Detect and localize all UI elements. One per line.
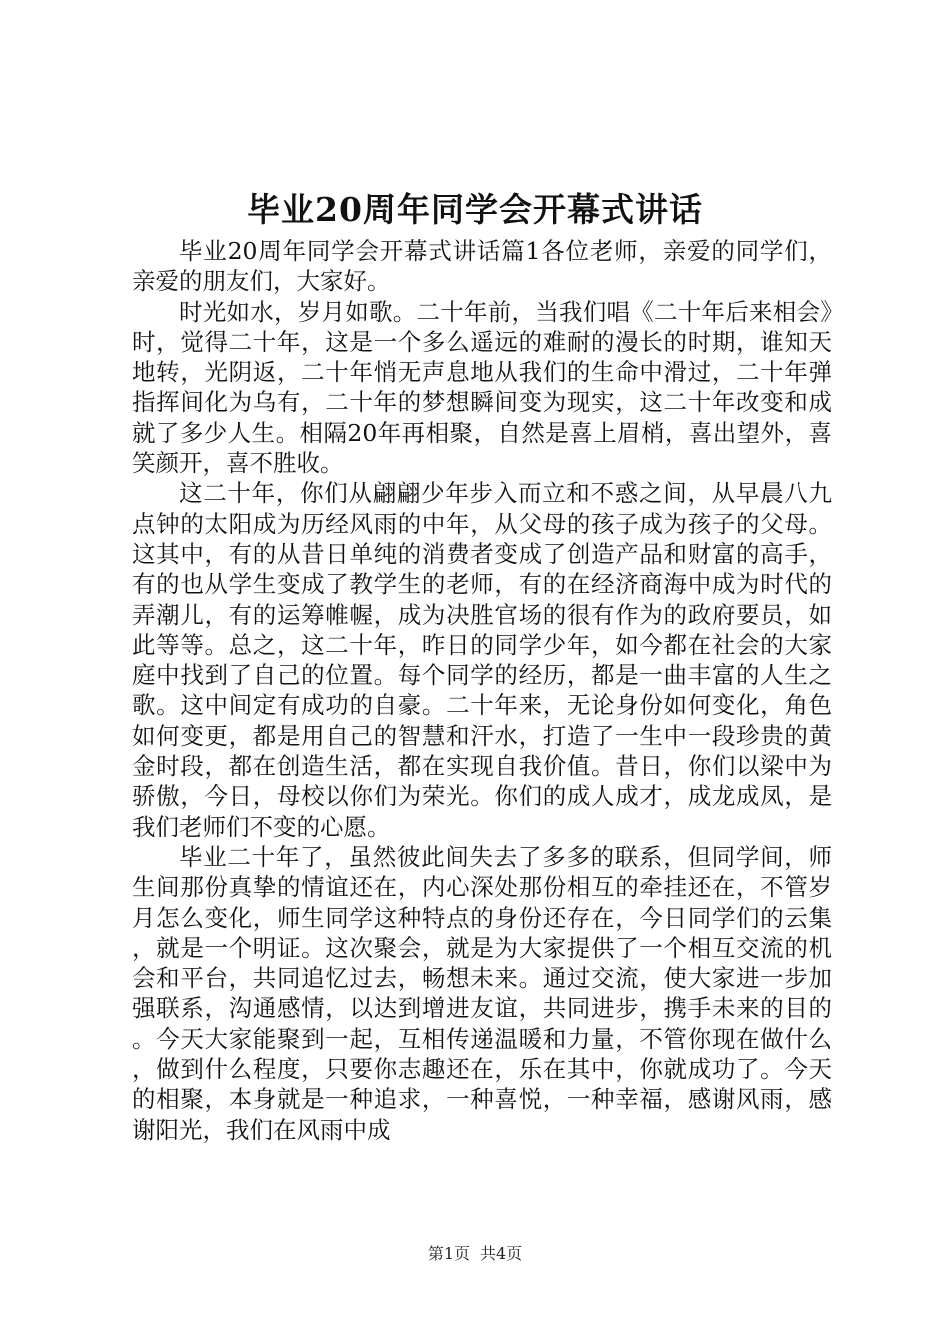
page-number: 第1页	[427, 1244, 470, 1263]
document-title: 毕业20周年同学会开幕式讲话	[247, 190, 703, 229]
paragraph-3: 这二十年，你们从翩翩少年步入而立和不惑之间，从早晨八九点钟的太阳成为历经风雨的中年，从父母的孩子成为孩子的父母。这其中，有的从昔日单纯的消费者变成了创造产品和财富的高手，有的也从学生变成了教学生的老师，有的在经济商海中成为时代的弄潮儿，有的运筹帷幄，成为决胜官场的很有作为的政府要员，如此等等。总之，这二十年，昨日的同学少年，如今都在社会的大家庭中找到了自己的位置。每个同学的经历，都是一曲丰富的人生之歌。这中间定有成功的自豪。二十年来，无论身份如何变化，角色如何变更，都是用自己的智慧和汗水，打造了一生中一段珍贵的黄金时段，都在创造生活，都在实现自我价值。昔日，你们以梁中为骄傲，今日，母校以你们为荣光。你们的成人成才，成龙成凤，是我们老师们不变的心愿。	[132, 479, 832, 841]
page-total: 共4页	[480, 1244, 523, 1263]
page-footer	[0, 1242, 950, 1266]
paragraph-1: 毕业20周年同学会开幕式讲话篇1各位老师，亲爱的同学们，亲爱的朋友们，大家好。	[132, 237, 832, 296]
paragraph-2: 时光如水，岁月如歌。二十年前，当我们唱《二十年后来相会》时，觉得二十年，这是一个多么遥远的难耐的漫长的时期，谁知天地转，光阴返，二十年悄无声息地从我们的生命中滑过，二十年弹指挥间化为乌有，二十年的梦想瞬间变为现实，这二十年改变和成就了多少人生。相隔20年再相聚，自然是喜上眉梢，喜出望外，喜笑颜开，喜不胜收。	[132, 297, 832, 478]
document-body	[132, 236, 832, 1145]
paragraph-4: 毕业二十年了，虽然彼此间失去了多多的联系，但同学间，师生间那份真挚的情谊还在，内心深处那份相互的牵挂还在，不管岁月怎么变化，师生同学这种特点的身份还存在，今日同学们的云集，就是一个明证。这次聚会，就是为大家提供了一个相互交流的机会和平台，共同追忆过去，畅想未来。通过交流，使大家进一步加强联系，沟通感情，以达到增进友谊，共同进步，携手未来的目的。今天大家能聚到一起，互相传递温暖和力量，不管你现在做什么，做到什么程度，只要你志趣还在，乐在其中，你就成功了。今天的相聚，本身就是一种追求，一种喜悦，一种幸福，感谢风雨，感谢阳光，我们在风雨中成	[132, 842, 832, 1144]
